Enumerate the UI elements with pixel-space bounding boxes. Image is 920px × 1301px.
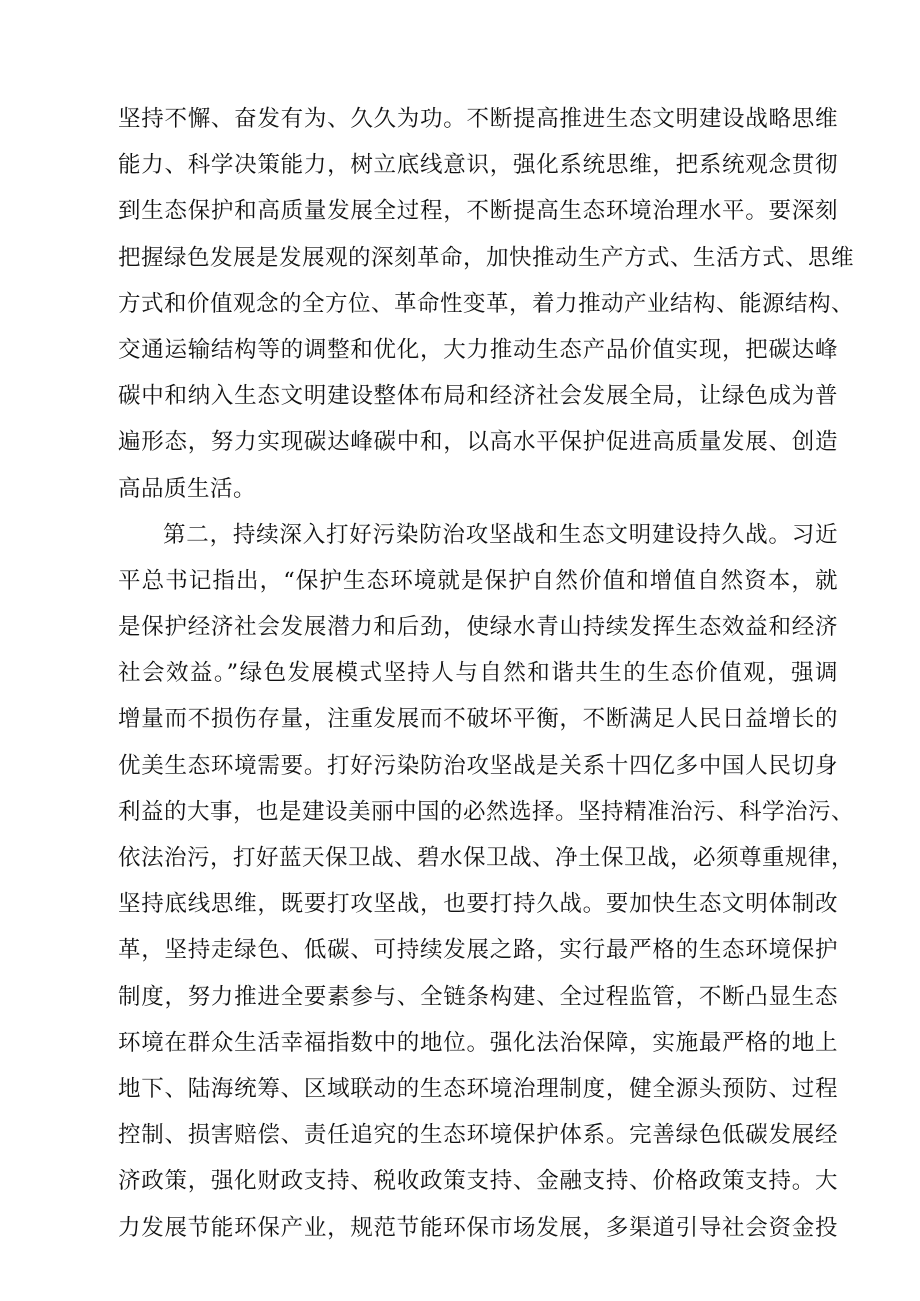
paragraph-2-line-9: 坚持底线思维，既要打攻坚战，也要打持久战。要加快生态文明体制改 xyxy=(118,891,838,918)
paragraph-2-line-5: 增量而不损伤存量，注重发展而不破坏平衡，不断满足人民日益增长的 xyxy=(118,706,838,733)
paragraph-2-line-1: 第二，持续深入打好污染防治攻坚战和生态文明建设持久战。习近 xyxy=(163,521,838,548)
paragraph-1-line-4: 把握绿色发展是发展观的深刻革命，加快推动生产方式、生活方式、思维 xyxy=(118,244,855,271)
paragraph-2-line-7: 利益的大事，也是建设美丽中国的必然选择。坚持精准治污、科学治污、 xyxy=(118,798,855,825)
paragraph-2-line-6: 优美生态环境需要。打好污染防治攻坚战是关系十四亿多中国人民切身 xyxy=(118,752,838,779)
paragraph-2-line-15: 济政策，强化财政支持、税收政策支持、金融支持、价格政策支持。大 xyxy=(118,1168,838,1195)
body-text xyxy=(118,96,855,1251)
paragraph-2-line-2: 平总书记指出，“保护生态环境就是保护自然价值和增值自然资本，就 xyxy=(118,567,838,594)
paragraph-1-line-6: 交通运输结构等的调整和优化，大力推动生态产品价值实现，把碳达峰 xyxy=(118,336,838,363)
paragraph-2-line-11: 制度，努力推进全要素参与、全链条构建、全过程监管，不断凸显生态 xyxy=(118,983,838,1010)
paragraph-2-line-8: 依法治污，打好蓝天保卫战、碧水保卫战、净土保卫战，必须尊重规律， xyxy=(118,845,855,871)
paragraph-2-line-12: 环境在群众生活幸福指数中的地位。强化法治保障，实施最严格的地上 xyxy=(118,1029,838,1056)
paragraph-1-line-8: 遍形态，努力实现碳达峰碳中和，以高水平保护促进高质量发展、创造 xyxy=(118,429,838,456)
paragraph-2-line-10: 革，坚持走绿色、低碳、可持续发展之路，实行最严格的生态环境保护 xyxy=(118,937,838,964)
paragraph-2-line-16: 力发展节能环保产业，规范节能环保市场发展，多渠道引导社会资金投 xyxy=(118,1214,838,1241)
paragraph-1-line-1: 坚持不懈、奋发有为、久久为功。不断提高推进生态文明建设战略思维 xyxy=(118,106,838,132)
paragraph-1-line-3: 到生态保护和高质量发展全过程，不断提高生态环境治理水平。要深刻 xyxy=(118,198,838,225)
paragraph-1-line-5: 方式和价值观念的全方位、革命性变革，着力推动产业结构、能源结构、 xyxy=(118,290,855,317)
paragraph-1-line-7: 碳中和纳入生态文明建设整体布局和经济社会发展全局，让绿色成为普 xyxy=(118,383,838,410)
paragraph-1-line-9: 高品质生活。 xyxy=(118,475,257,502)
paragraph-2-line-14: 控制、损害赔偿、责任追究的生态环境保护体系。完善绿色低碳发展经 xyxy=(118,1122,838,1149)
paragraph-2-line-3: 是保护经济社会发展潜力和后劲，使绿水青山持续发挥生态效益和经济 xyxy=(118,614,838,641)
paragraph-2-line-13: 地下、陆海统筹、区域联动的生态环境治理制度，健全源头预防、过程 xyxy=(118,1075,838,1102)
paragraph-2-line-4: 社会效益。”绿色发展模式坚持人与自然和谐共生的生态价值观，强调 xyxy=(118,660,838,687)
paragraph-1-line-2: 能力、科学决策能力，树立底线意识，强化系统思维，把系统观念贯彻 xyxy=(118,152,838,179)
